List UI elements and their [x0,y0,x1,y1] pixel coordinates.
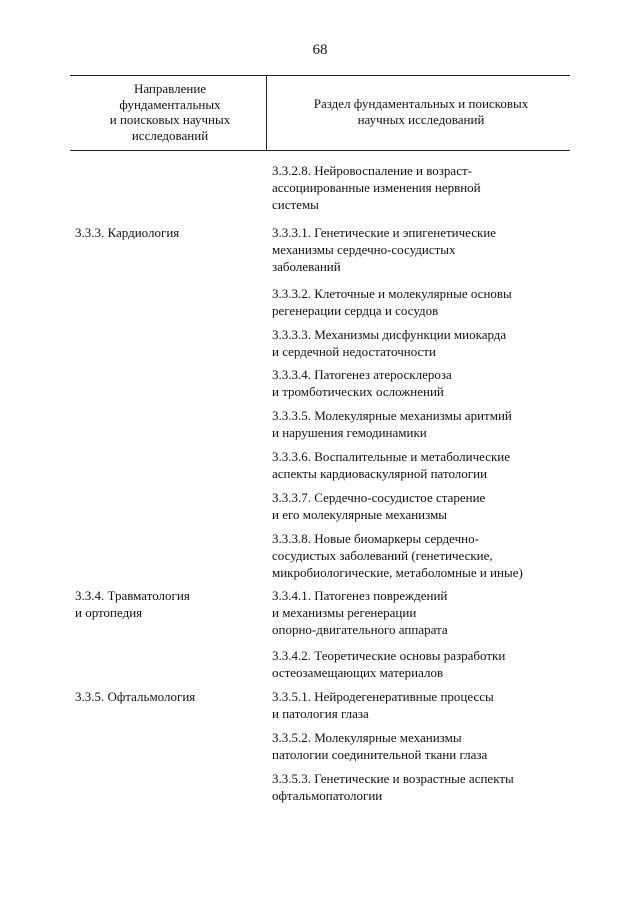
header-bottom-rule [70,150,570,151]
section-line: механизмы сердечно-сосудистых [272,242,456,257]
section-line: 3.3.2.8. Нейровоспаление и возраст- [272,163,472,178]
section-line: 3.3.3.8. Новые биомаркеры сердечно- [272,531,479,546]
section-line: и патология глаза [272,706,369,721]
section-line: заболеваний [272,259,341,274]
section-line: 3.3.4.1. Патогенез повреждений [272,588,448,603]
section-line: 3.3.3.3. Механизмы дисфункции миокарда [272,327,507,342]
header-section [272,96,570,127]
section-cell [272,688,494,722]
section-line: сосудистых заболеваний (генетические, [272,548,493,563]
section-line: патологии соединительной ткани глаза [272,747,488,762]
header-direction-line: исследований [131,127,209,143]
section-line: 3.3.5.1. Нейродегенеративные процессы [272,689,494,704]
section-line: 3.3.5.3. Генетические и возрастные аспекты [272,771,514,786]
section-line: 3.3.3.6. Воспалительные и метаболические [272,449,511,464]
section-line: остеозамещающих материалов [272,665,444,680]
table-top-rule [70,75,570,76]
section-cell [272,729,487,763]
direction-cell [75,224,179,241]
section-cell [272,770,514,804]
section-cell [272,407,512,441]
header-section-line: научных исследований [357,111,485,127]
section-line: и сердечной недостаточности [272,344,436,359]
direction-line: 3.3.4. Травматология [75,588,190,603]
direction-line: и ортопедия [75,605,143,620]
section-line: 3.3.3.7. Сердечно-сосудистое старение [272,490,486,505]
direction-cell [75,587,190,621]
section-line: 3.3.3.2. Клеточные и молекулярные основы [272,286,512,301]
section-cell [272,530,523,581]
section-cell [272,587,448,638]
section-cell [272,448,510,482]
page-number: 68 [312,42,328,58]
section-line: и механизмы регенерации [272,605,417,620]
header-section-line: Раздел фундаментальных и поисковых [313,96,529,111]
section-line: 3.3.3.1. Генетические и эпигенетические [272,225,497,240]
section-line: аспекты кардиоваскулярной патологии [272,466,488,481]
header-direction-line: фундаментальных [119,96,221,112]
direction-line: 3.3.3. Кардиология [75,225,180,240]
section-line: 3.3.3.5. Молекулярные механизмы аритмий [272,408,512,423]
section-line: и его молекулярные механизмы [272,507,448,522]
section-cell [272,224,496,275]
section-line: микробиологические, метаболомные и иные) [272,565,523,580]
section-line: офтальмопатологии [272,788,383,803]
direction-line: 3.3.5. Офтальмология [75,689,196,704]
section-line: 3.3.4.2. Теоретические основы разработки [272,648,506,663]
section-line: системы [272,197,319,212]
direction-cell [75,688,195,705]
header-direction-line: Направление [133,81,207,96]
section-cell [272,285,512,319]
section-line: регенерации сердца и сосудов [272,303,439,318]
header-direction-line: и поисковых научных [109,112,231,127]
section-cell [272,326,506,360]
header-direction [70,81,270,143]
section-cell [272,162,481,213]
section-line: опорно-двигательного аппарата [272,622,448,637]
section-line: 3.3.3.4. Патогенез атеросклероза [272,367,452,382]
section-cell [272,489,485,523]
section-line: и нарушения гемодинамики [272,425,427,440]
section-line: и тромботических осложнений [272,384,444,399]
section-cell [272,366,452,400]
section-line: ассоциированные изменения нервной [272,180,481,195]
section-line: 3.3.5.2. Молекулярные механизмы [272,730,462,745]
section-cell [272,647,505,681]
